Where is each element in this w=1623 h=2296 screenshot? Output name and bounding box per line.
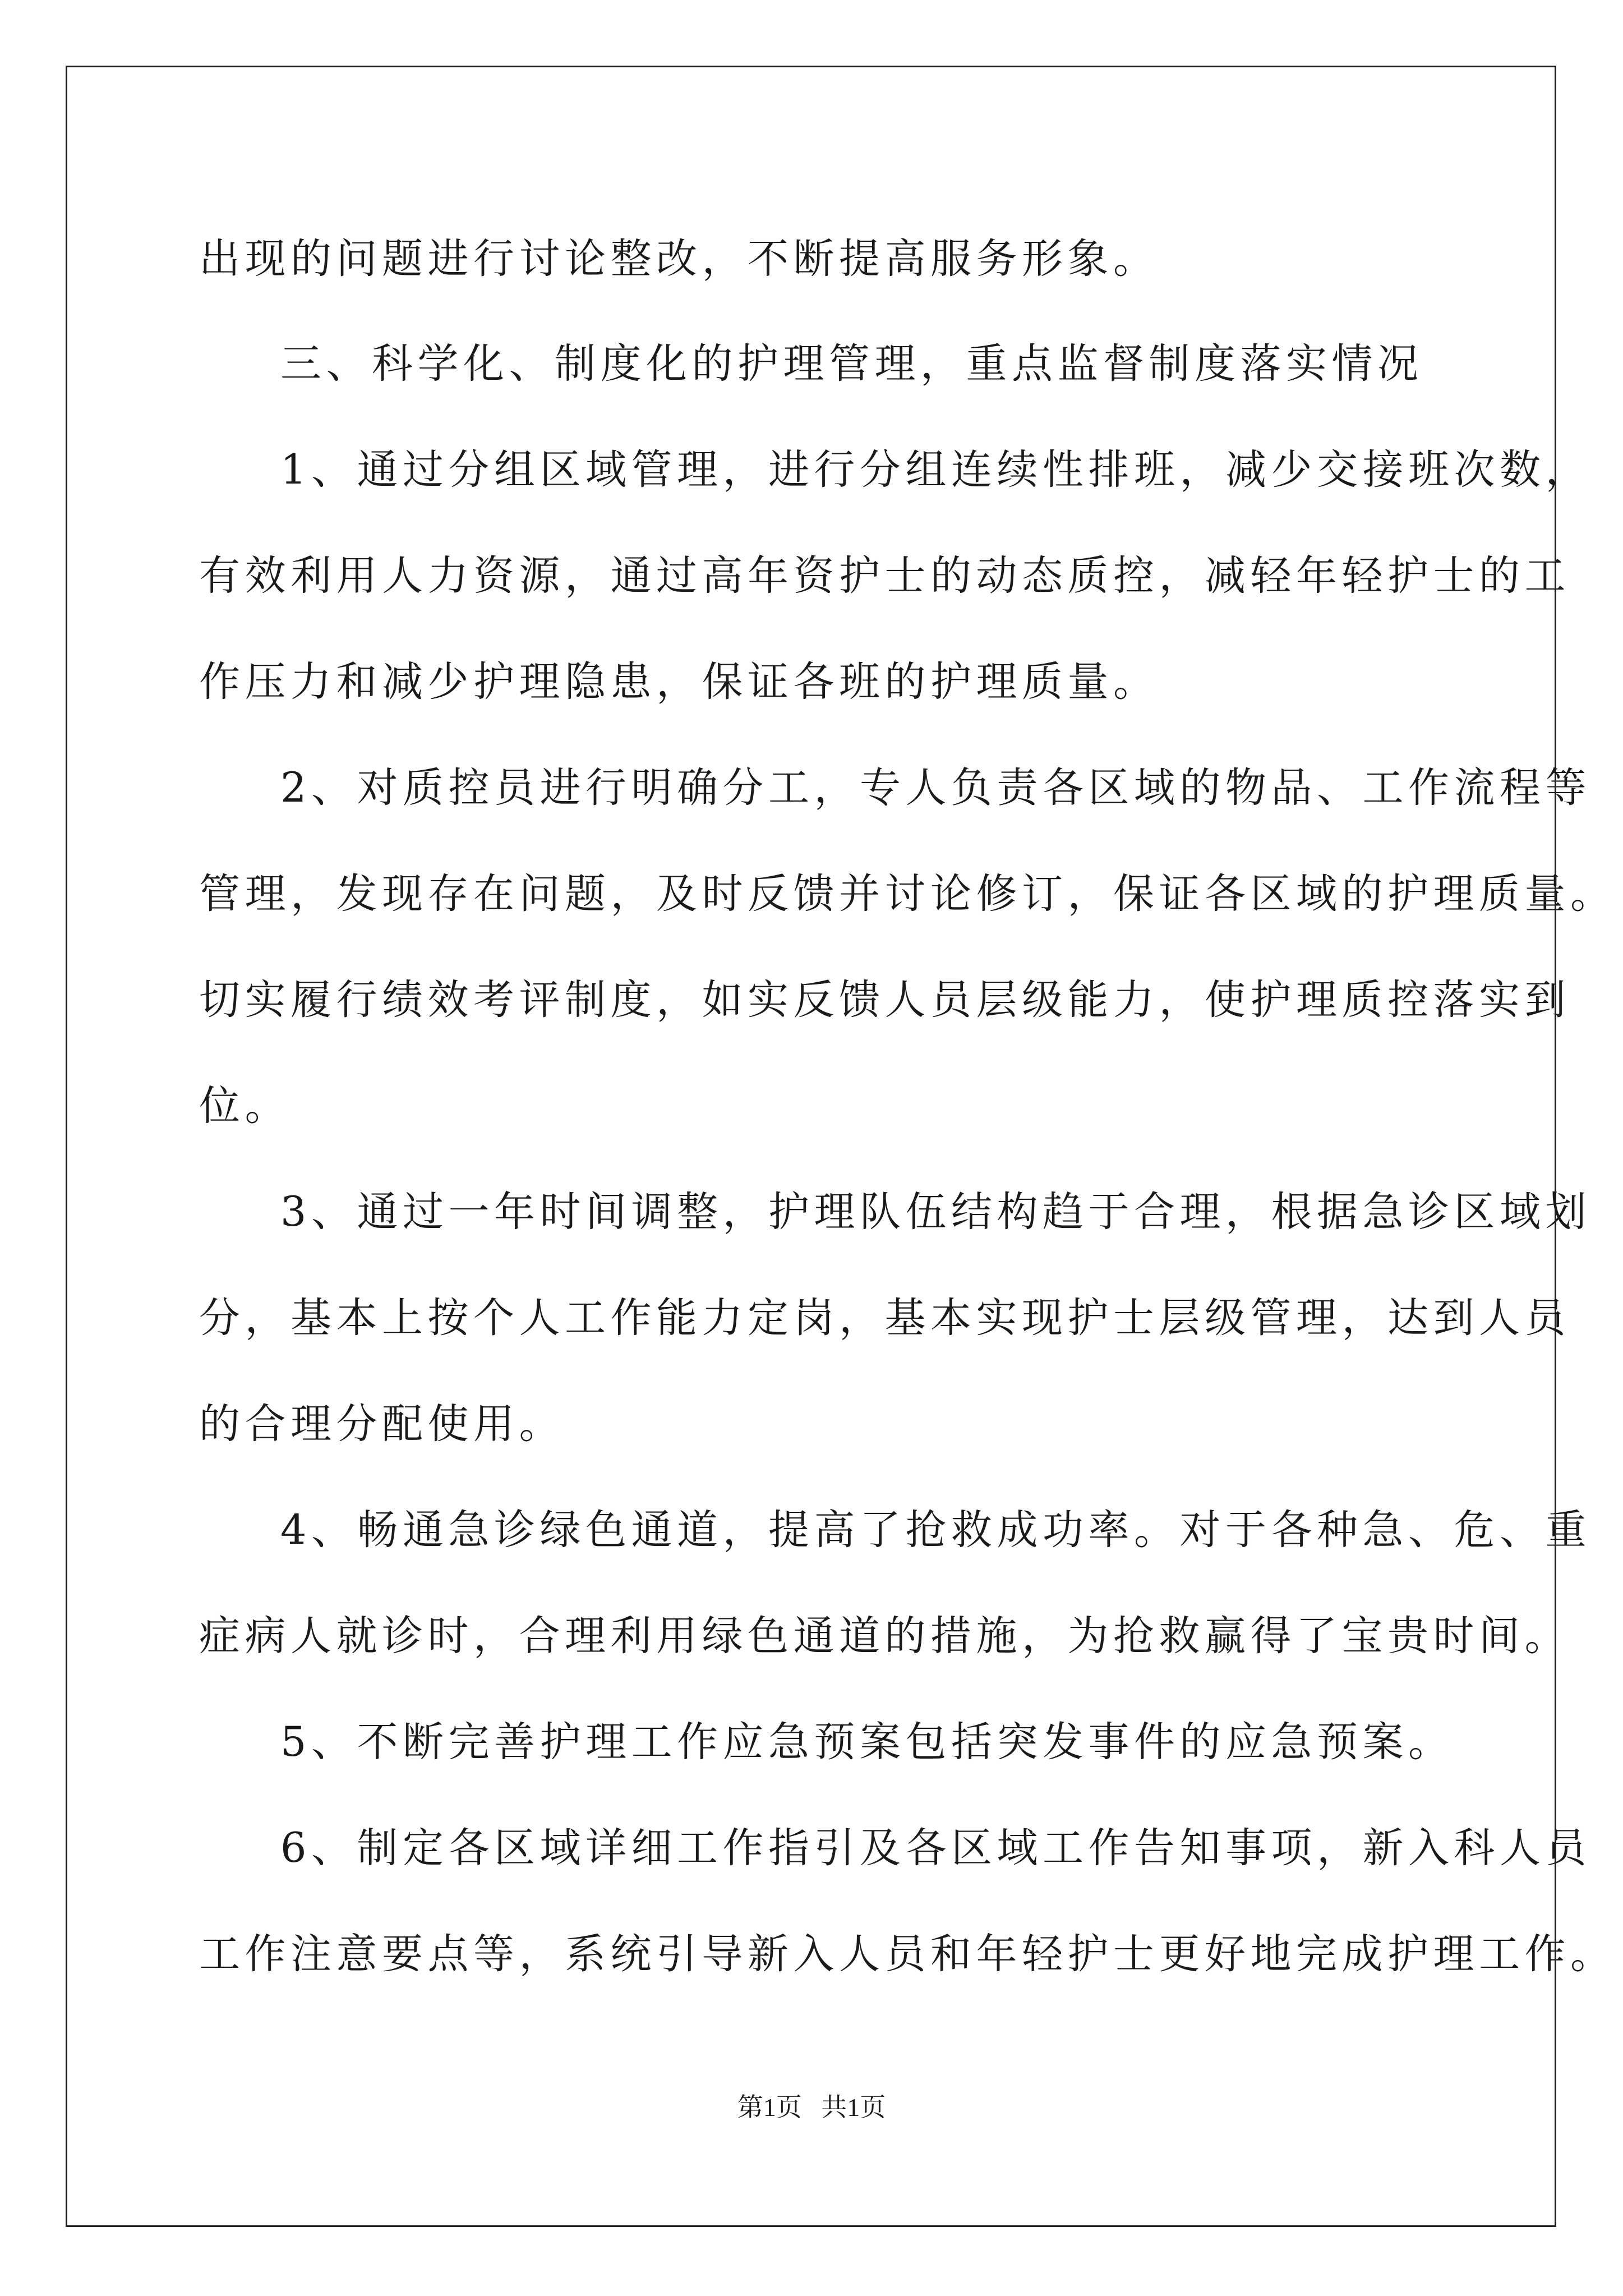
text-line: 4、畅通急诊绿色通道，提高了抢救成功率。对于各种急、危、重 (280, 1506, 1591, 1554)
text-line: 管理，发现存在问题，及时反馈并讨论修订，保证各区域的护理质量。 (199, 870, 1616, 918)
text-line: 切实履行绩效考评制度，如实反馈人员层级能力，使护理质控落实到 (199, 976, 1570, 1024)
page-border (66, 66, 1556, 2227)
text-line: 出现的问题进行讨论整改，不断提高服务形象。 (199, 235, 1159, 283)
section-heading: 三、科学化、制度化的护理管理，重点监督制度落实情况 (280, 340, 1423, 388)
text-line: 1、通过分组区域管理，进行分组连续性排班，减少交接班次数， (280, 446, 1591, 494)
text-line: 位。 (199, 1082, 291, 1130)
text-line: 作压力和减少护理隐患，保证各班的护理质量。 (199, 658, 1159, 706)
text-line: 6、制定各区域详细工作指引及各区域工作告知事项，新入科人员 (280, 1824, 1591, 1872)
text-line: 的合理分配使用。 (199, 1400, 565, 1448)
text-line: 症病人就诊时，合理利用绿色通道的措施，为抢救赢得了宝贵时间。 (199, 1612, 1570, 1660)
text-line: 有效利用人力资源，通过高年资护士的动态质控，减轻年轻护士的工 (199, 552, 1570, 600)
page-number-footer: 第1页 共1页 (737, 2093, 886, 2122)
text-line: 分，基本上按个人工作能力定岗，基本实现护士层级管理，达到人员 (199, 1294, 1570, 1342)
text-line: 3、通过一年时间调整，护理队伍结构趋于合理，根据急诊区域划 (280, 1188, 1591, 1236)
text-line: 工作注意要点等，系统引导新入人员和年轻护士更好地完成护理工作。 (199, 1930, 1616, 1978)
text-line: 5、不断完善护理工作应急预案包括突发事件的应急预案。 (280, 1718, 1454, 1766)
text-line: 2、对质控员进行明确分工，专人负责各区域的物品、工作流程等 (280, 764, 1591, 812)
